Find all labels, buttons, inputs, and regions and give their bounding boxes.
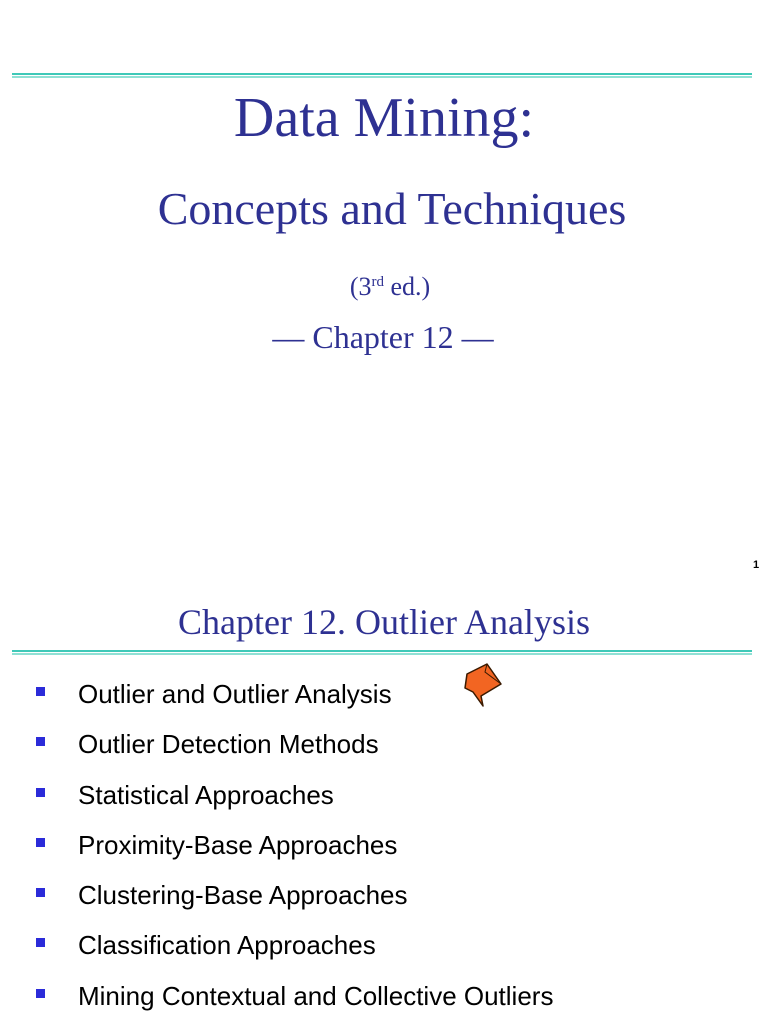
square-bullet-icon <box>36 938 45 947</box>
list-item <box>0 823 768 873</box>
square-bullet-icon <box>36 737 45 746</box>
list-item-text: Outlier Detection Methods <box>78 729 379 760</box>
section-rule <box>12 650 752 655</box>
orange-arrow-pointer-icon[interactable] <box>463 662 505 708</box>
list-item-text: Clustering-Base Approaches <box>78 880 408 911</box>
square-bullet-icon <box>36 687 45 696</box>
list-item-text: Mining Contextual and Collective Outliers <box>78 980 554 1011</box>
section-title: Chapter 12. Outlier Analysis <box>178 602 590 642</box>
edition-label <box>0 272 768 302</box>
edition-suffix: ed.) <box>383 272 431 301</box>
square-bullet-icon <box>36 838 45 847</box>
list-item <box>0 722 768 772</box>
list-item <box>0 923 768 973</box>
square-bullet-icon <box>36 888 45 897</box>
edition-prefix: (3 <box>349 272 372 301</box>
square-bullet-icon <box>36 788 45 797</box>
list-item <box>0 873 768 923</box>
list-item-text: Classification Approaches <box>78 930 376 961</box>
bullet-list <box>0 672 768 1024</box>
list-item-text: Proximity-Base Approaches <box>78 829 398 860</box>
list-item <box>0 974 768 1024</box>
slide-title: Data Mining: <box>233 87 535 149</box>
chapter-label: — Chapter 12 — <box>272 319 494 355</box>
list-item <box>0 672 768 722</box>
page-number: 1 <box>753 559 760 571</box>
edition-superscript: rd <box>371 274 384 290</box>
list-item-text: Statistical Approaches <box>78 779 334 810</box>
square-bullet-icon <box>36 989 45 998</box>
list-item <box>0 773 768 823</box>
list-item-text: Outlier and Outlier Analysis <box>78 679 392 709</box>
slide-subtitle: Concepts and Techniques <box>157 183 627 234</box>
top-rule <box>12 73 752 78</box>
